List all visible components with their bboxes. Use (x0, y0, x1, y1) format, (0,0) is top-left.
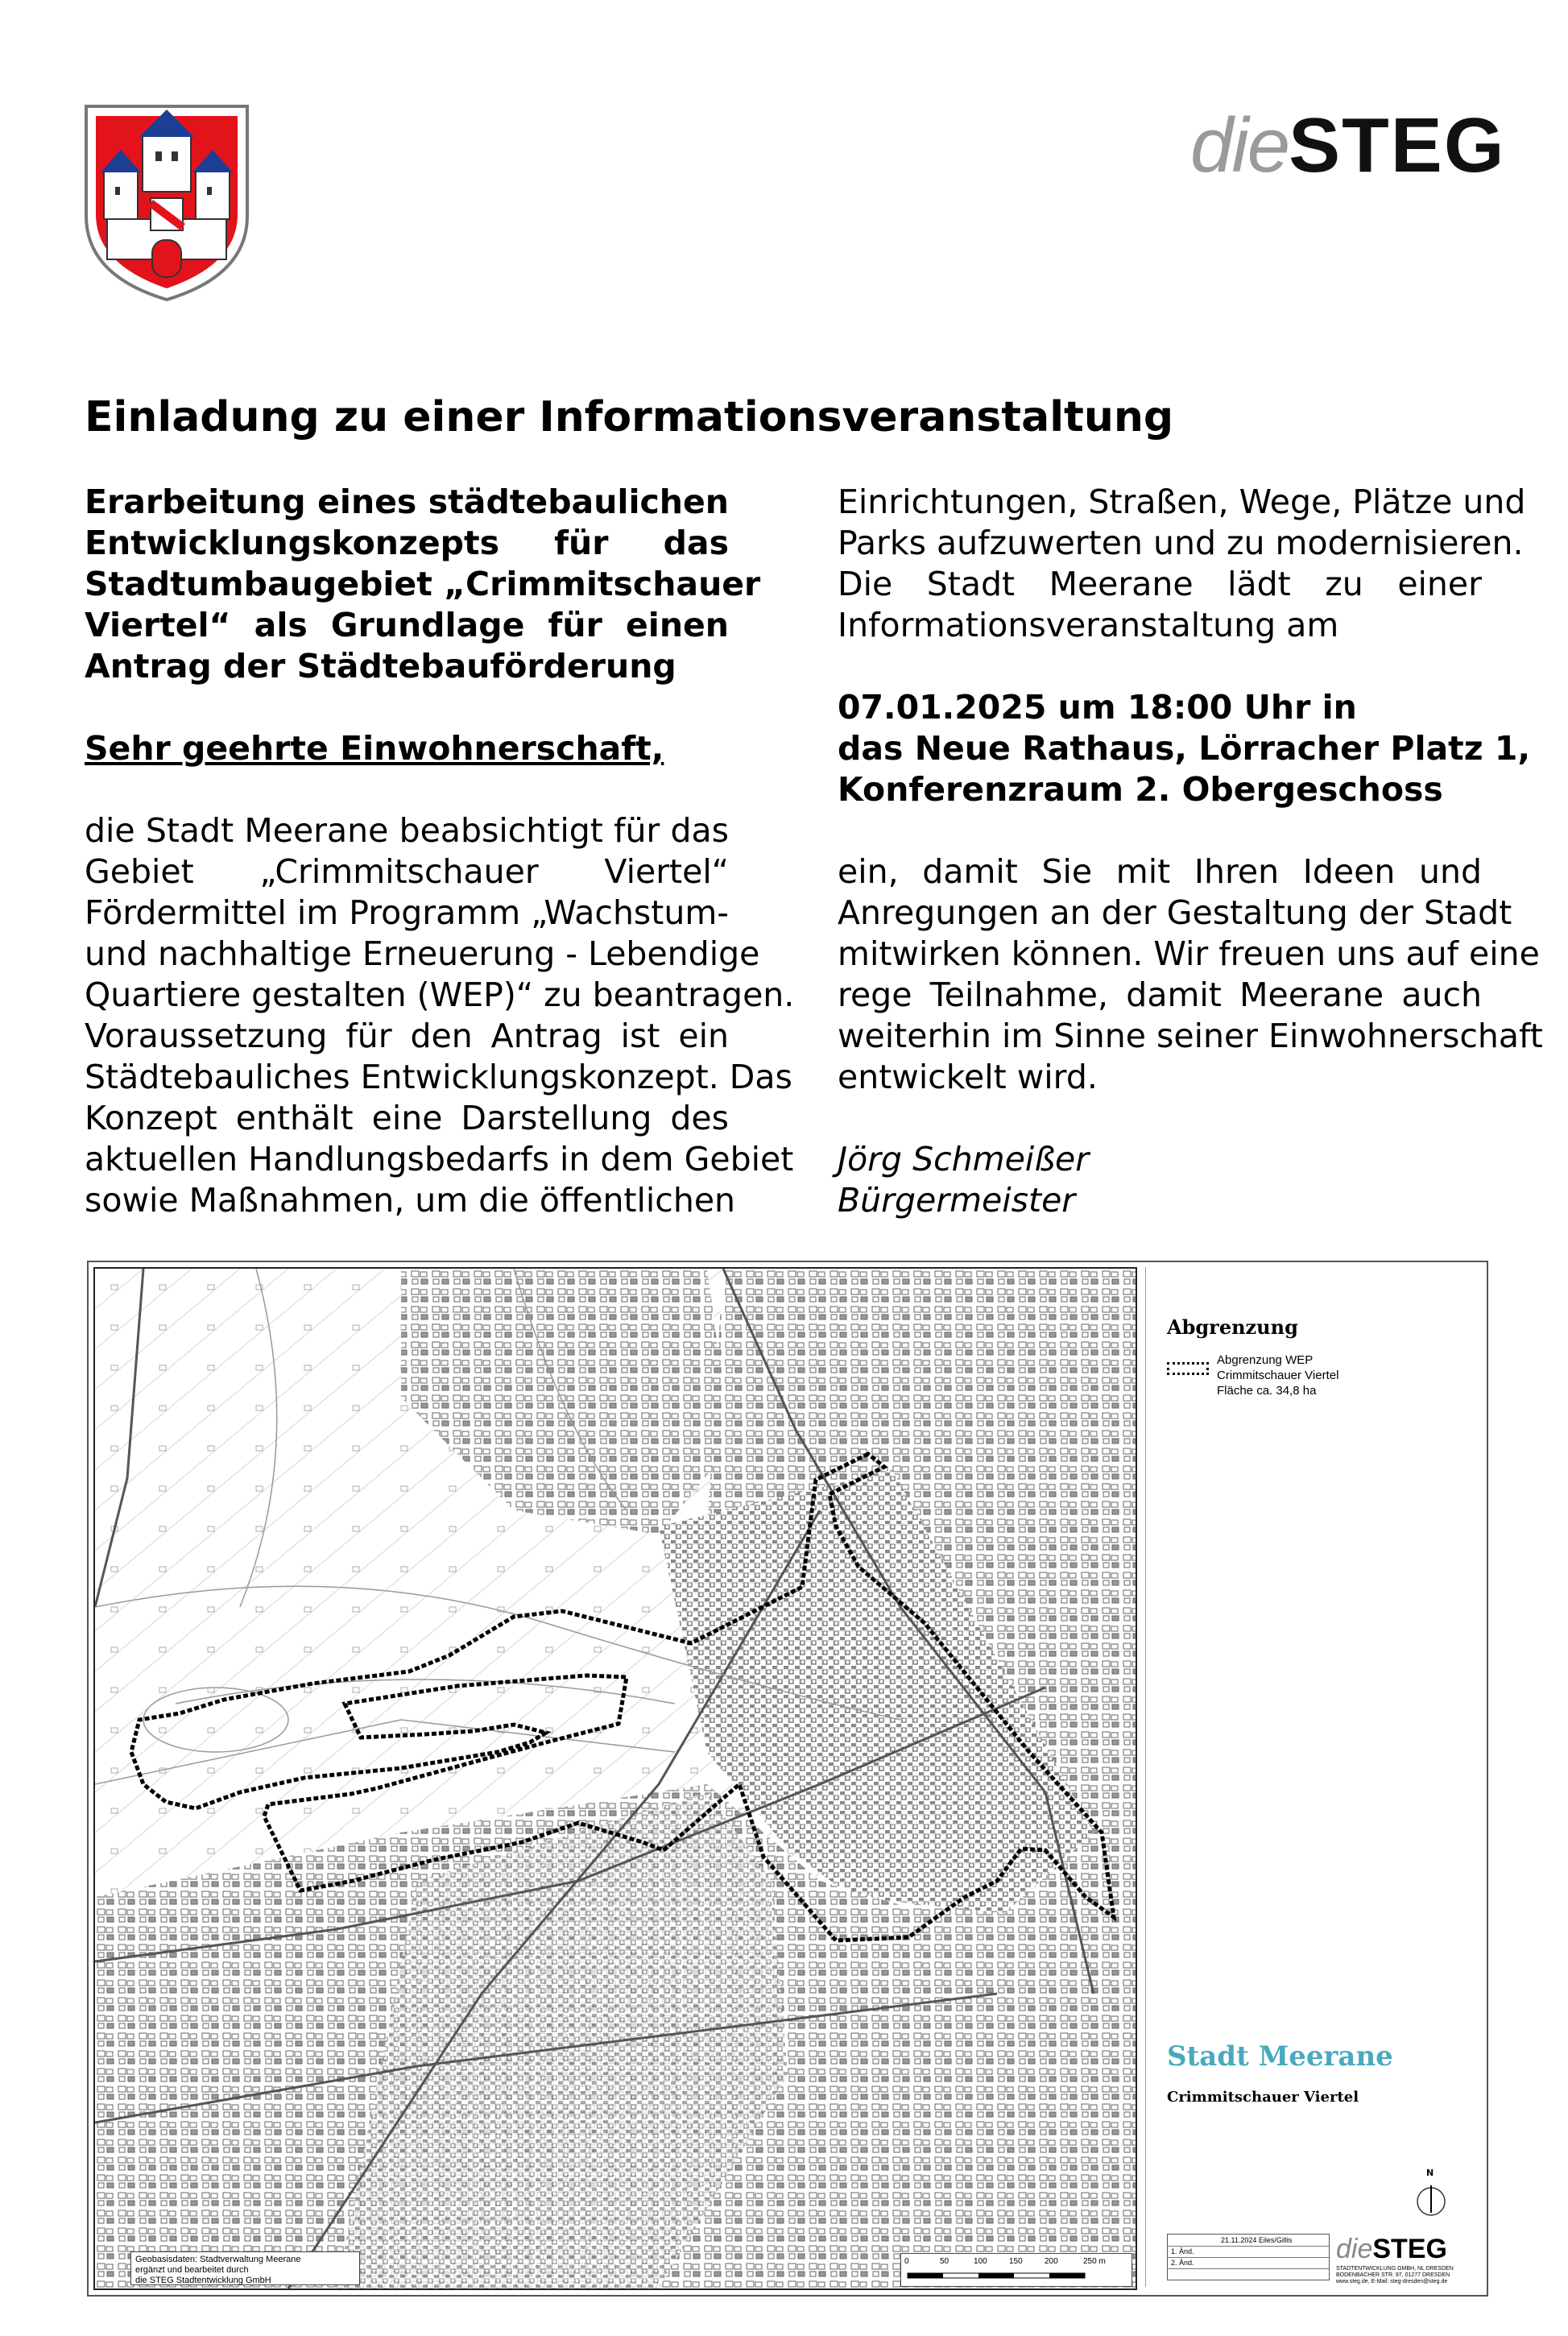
page-title: Einladung zu einer Informationsveranstaltung (85, 393, 1174, 441)
salutation: Sehr geehrte Einwohnerschaft, (85, 729, 664, 768)
city-map (93, 1267, 1137, 2290)
closing-line: entwickelt wird. (838, 1058, 1098, 1096)
closing-paragraph (838, 851, 1543, 1098)
scale-label: 50 (940, 2257, 949, 2266)
signature-role: Bürgermeister (838, 1181, 1076, 1220)
tb-logo-steg: STEG (1372, 2234, 1447, 2264)
tb-rev1: 1. Änd. (1171, 2247, 1194, 2255)
closing-line: rege Teilnahme, damit Meerane auch (838, 975, 1482, 1014)
boundary-swatch-icon (1167, 1362, 1209, 1375)
tb-date: 21.11.2024 Eiles/Gillis (1221, 2236, 1293, 2244)
lead-line: Erarbeitung eines städtebaulichen (85, 483, 729, 521)
legend-line: Fläche ca. 34,8 ha (1217, 1384, 1317, 1398)
closing-line: Anregungen an der Gestaltung der Stadt (838, 893, 1512, 932)
map-sheet (87, 1261, 1488, 2297)
intro-line: Parks aufzuwerten und zu modernisieren. (838, 524, 1524, 562)
revision-table (1167, 2234, 1330, 2280)
north-arrow-icon (1415, 2168, 1447, 2224)
intro-line: Informationsveranstaltung am (838, 606, 1339, 644)
address-line: BODENBACHER STR. 97, 01277 DRESDEN (1336, 2272, 1450, 2278)
lead-line: Entwicklungskonzepts für das (85, 524, 729, 562)
body-line: sowie Maßnahmen, um die öffentlichen (85, 1181, 736, 1220)
map-drawing (95, 1269, 1136, 2288)
lead-line: Stadtumbaugebiet „Crimmitschauer (85, 565, 761, 603)
scale-label: 250 m (1083, 2257, 1106, 2266)
source-line: Geobasisdaten: Stadtverwaltung Meerane (135, 2255, 301, 2264)
left-column (85, 482, 795, 1221)
company-address (1336, 2266, 1473, 2285)
body-line: Fördermittel im Programm „Wachstum- (85, 893, 730, 932)
legend-line: Crimmitschauer Viertel (1217, 1369, 1339, 1382)
source-line: die STEG Stadtentwicklung GmbH (135, 2276, 271, 2285)
tb-rev2: 2. Änd. (1171, 2259, 1194, 2267)
source-line: ergänzt und bearbeitet durch (135, 2265, 249, 2275)
map-source-note (130, 2251, 360, 2285)
closing-line: weiterhin im Sinne seiner Einwohnerschaft (838, 1017, 1543, 1055)
scale-label: 200 (1045, 2257, 1058, 2266)
body-line: und nachhaltige Erneuerung - Lebendige (85, 934, 760, 973)
body-line: Gebiet „Crimmitschauer Viertel“ (85, 852, 729, 891)
intro-line: Einrichtungen, Straßen, Wege, Plätze und (838, 483, 1526, 521)
steg-logo (1190, 101, 1529, 190)
closing-line: mitwirken können. Wir freuen uns auf eine (838, 934, 1540, 973)
intro-line: Die Stadt Meerane lädt zu einer (838, 565, 1482, 603)
event-details (838, 687, 1531, 810)
north-label: N (1426, 2168, 1434, 2178)
body-paragraph (85, 810, 795, 1221)
lead-line: Antrag der Städtebauförderung (85, 647, 676, 685)
logo-die-text: die (1190, 102, 1289, 188)
body-line: die Stadt Meerane beabsichtigt für das (85, 811, 729, 850)
steg-logo-small (1336, 2234, 1447, 2265)
body-line: Konzept enthält eine Darstellung des (85, 1099, 729, 1137)
title-block (1167, 2234, 1473, 2282)
tb-logo-die: die (1336, 2234, 1373, 2264)
body-line: Städtebauliches Entwicklungskonzept. Das (85, 1058, 792, 1096)
intro-paragraph (838, 482, 1526, 646)
legend-entry (1217, 1352, 1338, 1398)
body-line: Voraussetzung für den Antrag ist ein (85, 1017, 729, 1055)
body-line: aktuellen Handlungsbedarfs in dem Gebiet (85, 1140, 794, 1178)
closing-line: ein, damit Sie mit Ihren Ideen und (838, 852, 1482, 891)
legend-title: Abgrenzung (1167, 1315, 1298, 1339)
scale-label: 0 (904, 2257, 909, 2266)
body-line: Quartiere gestalten (WEP)“ zu beantragen. (85, 975, 795, 1014)
lead-line: Viertel“ als Grundlage für einen (85, 606, 729, 644)
scale-bar (900, 2253, 1132, 2287)
coat-of-arms-icon (83, 103, 250, 303)
contact-line: www.steg.de, E-Mail: steg-dresden@steg.de (1336, 2279, 1448, 2284)
right-column (838, 482, 1543, 1221)
map-legend (1145, 1267, 1479, 2287)
signature-name: Jörg Schmeißer (838, 1140, 1090, 1178)
event-line: das Neue Rathaus, Lörracher Platz 1, (838, 729, 1531, 768)
logo-steg-text: STEG (1289, 102, 1506, 188)
scale-label: 150 (1009, 2257, 1023, 2266)
event-line: 07.01.2025 um 18:00 Uhr in (838, 688, 1357, 727)
company-line: STADTENTWICKLUNG GMBH, NL DRESDEN (1336, 2266, 1454, 2272)
scale-label: 100 (974, 2257, 987, 2266)
lead-paragraph (85, 482, 761, 687)
event-line: Konferenzraum 2. Obergeschoss (838, 770, 1443, 809)
area-name: Crimmitschauer Viertel (1167, 2089, 1359, 2106)
legend-line: Abgrenzung WEP (1217, 1353, 1314, 1367)
city-name: Stadt Meerane (1167, 2040, 1393, 2073)
